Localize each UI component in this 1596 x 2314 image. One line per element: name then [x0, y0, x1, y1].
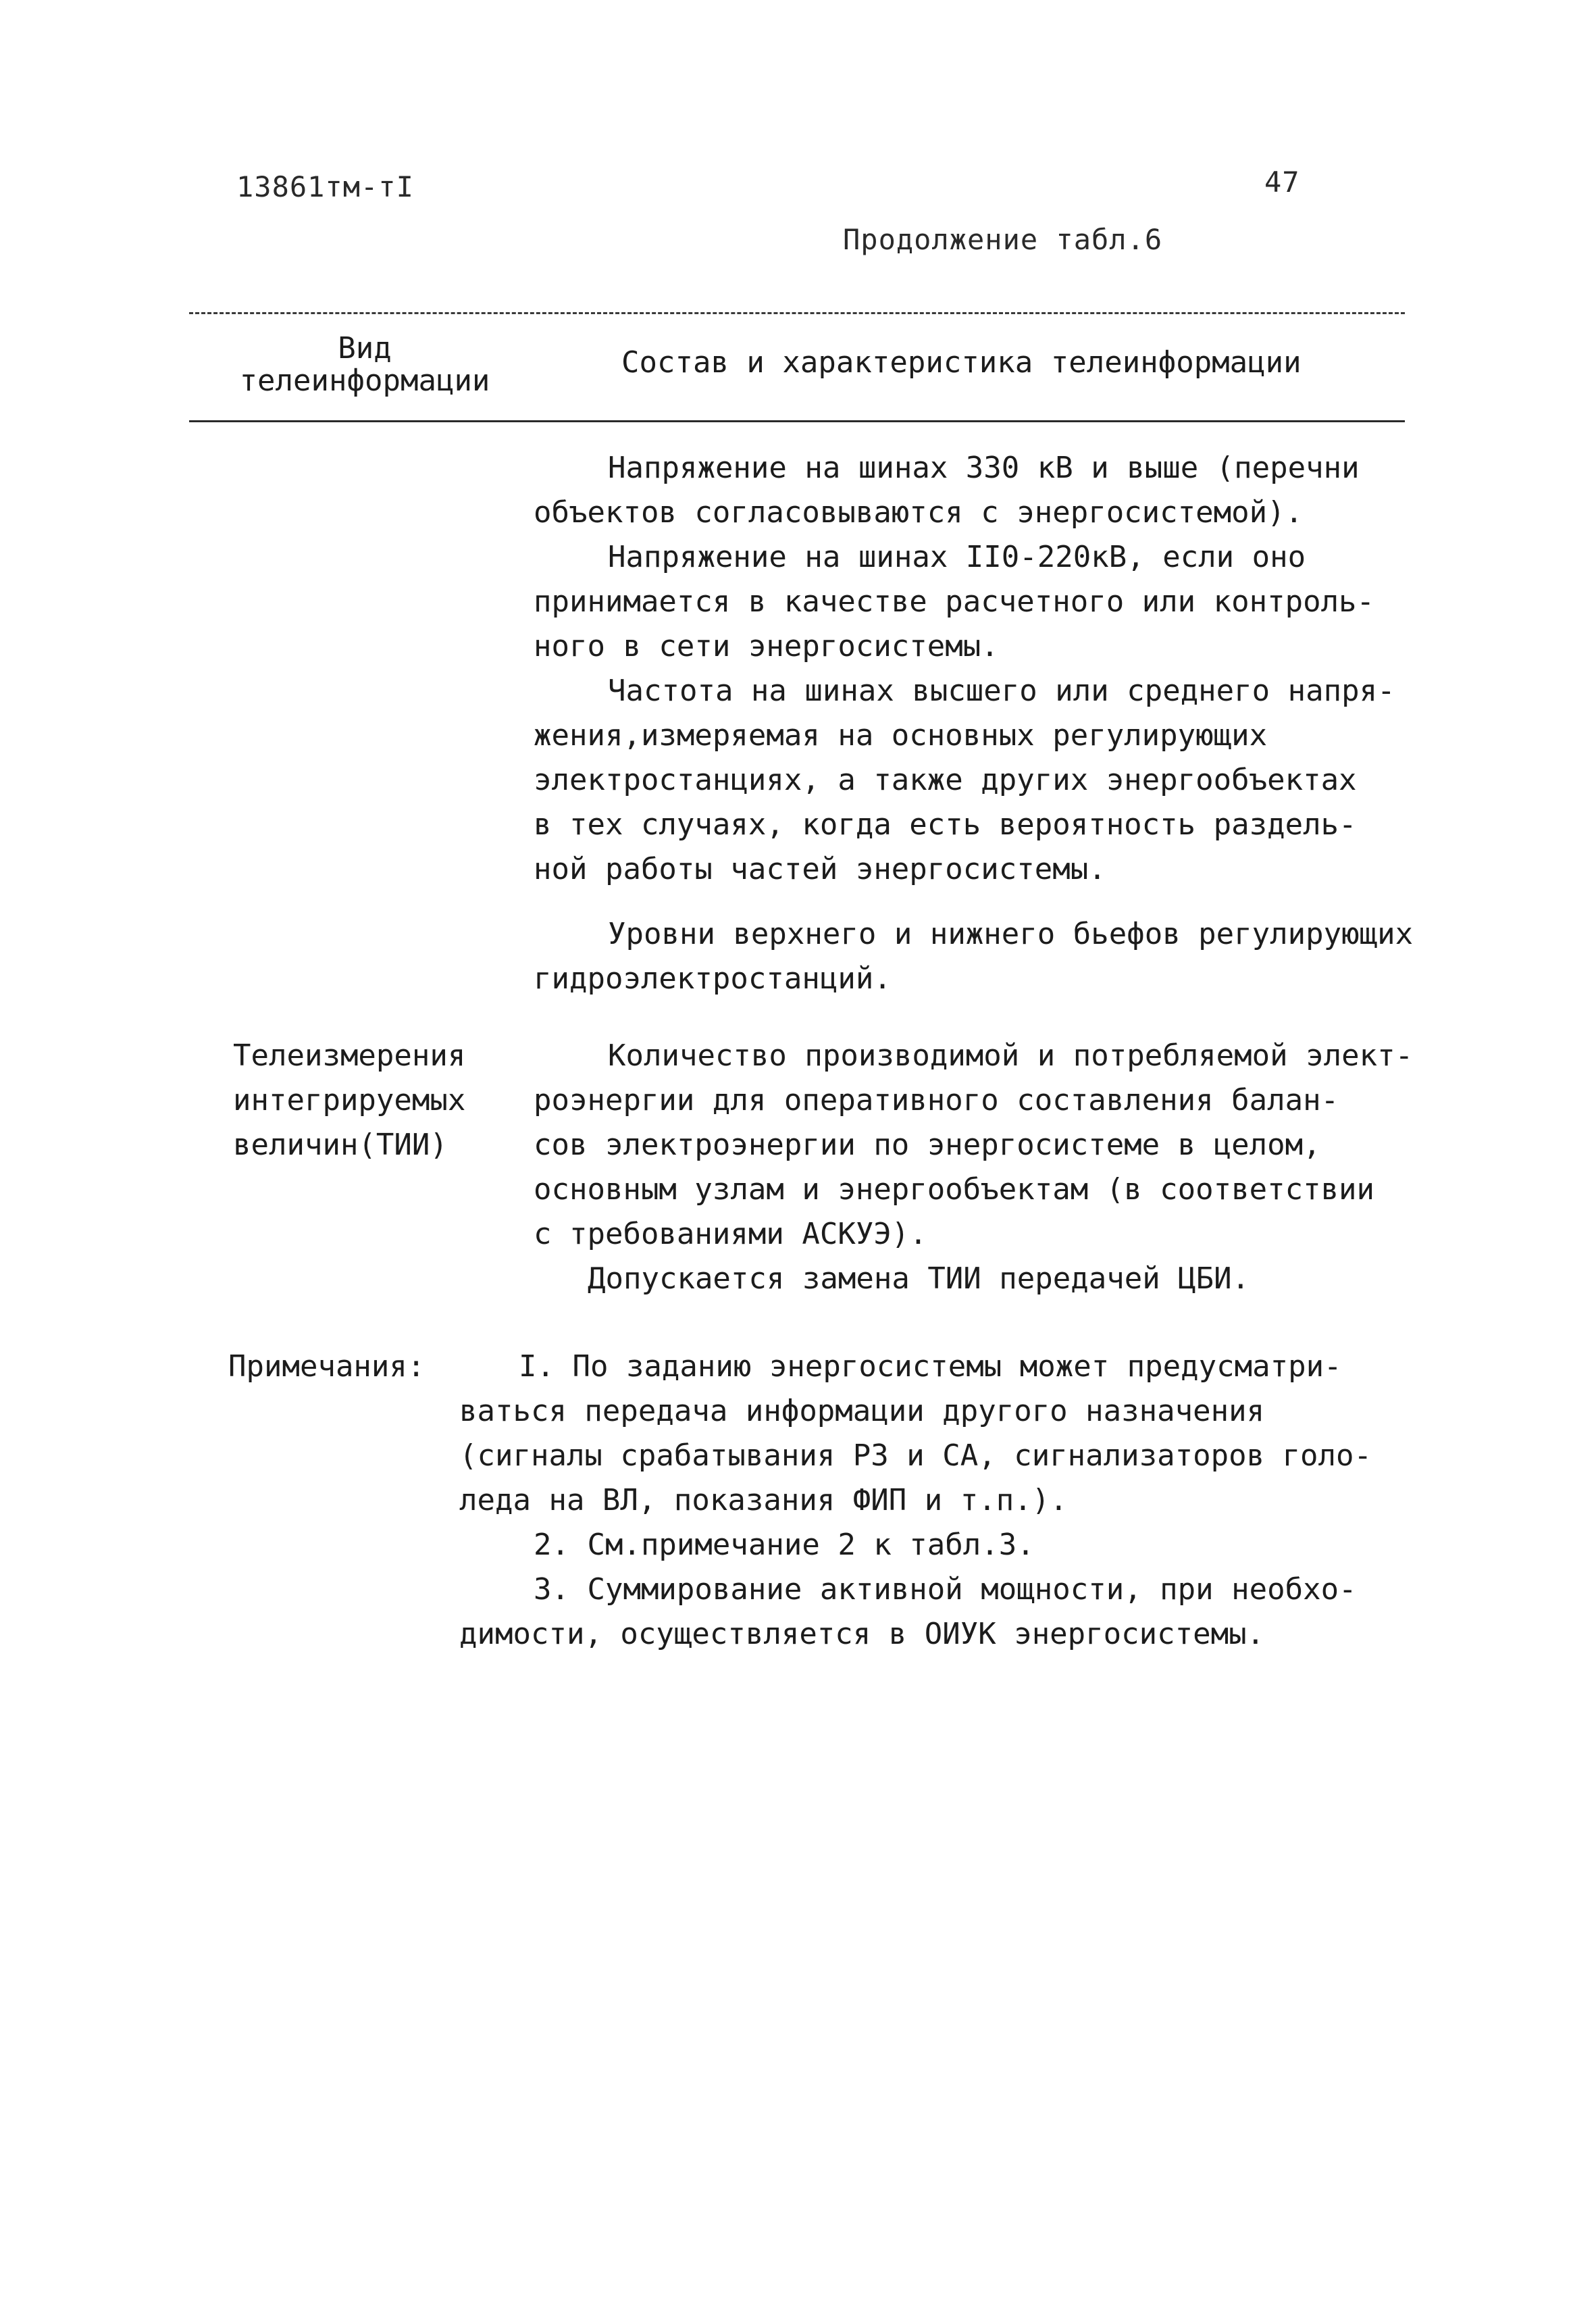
text-line: ного в сети энергосистемы. [534, 629, 999, 663]
text-line: жения,измеряемая на основных регулирующих [534, 718, 1268, 753]
text-line: основным узлам и энергообъектам (в соответствии [534, 1172, 1375, 1207]
row1-paragraph-3 [534, 669, 1395, 892]
text-line: леда на ВЛ, показания ФИП и т.п.). [459, 1483, 1068, 1517]
type-label-line: интегрируемых [233, 1083, 466, 1117]
text-line: роэнергии для оперативного составления балан- [534, 1083, 1339, 1117]
row2-type-label [233, 1034, 465, 1167]
row1-paragraph-1 [534, 446, 1360, 535]
text-line: (сигналы срабатывания РЗ и СА, сигнализаторов голо- [459, 1438, 1372, 1473]
row2-paragraph-1 [534, 1034, 1413, 1257]
row2-paragraph-2 [534, 1257, 1250, 1301]
text-line: объектов согласовываются с энергосистемой). [534, 495, 1304, 530]
document-code: 13861тм-тI [236, 170, 414, 203]
column-header-type [230, 332, 500, 397]
text-line: ваться передача информации другого назначения [459, 1394, 1265, 1428]
text-line: 2. См.примечание 2 к табл.3. [534, 1528, 1035, 1562]
column-header-type-line-2: телеинформации [239, 363, 490, 398]
text-line: димости, осуществляется в ОИУК энергосистемы. [459, 1617, 1265, 1651]
note-2 [459, 1523, 1035, 1567]
table-header-rule [189, 420, 1405, 422]
note-3 [459, 1567, 1357, 1657]
text-line: электростанциях, а также других энергообъектах [534, 763, 1357, 797]
text-line: сов электроэнергии по энергосистеме в целом, [534, 1128, 1321, 1162]
type-label-line: Телеизмерения [233, 1038, 466, 1073]
text-line: Напряжение на шинах II0-220кВ, если оно [608, 540, 1306, 574]
text-line: гидроэлектростанций. [534, 961, 892, 996]
table-top-rule [189, 312, 1405, 314]
note-1 [459, 1344, 1372, 1523]
page-number: 47 [1264, 166, 1300, 199]
text-line: в тех случаях, когда есть вероятность раздель- [534, 807, 1357, 842]
text-line: 3. Суммирование активной мощности, при необхо- [534, 1572, 1357, 1607]
text-line: с требованиями АСКУЭ). [534, 1217, 927, 1251]
text-line: Уровни верхнего и нижнего бьефов регулирующих [608, 917, 1414, 951]
column-header-content: Состав и характеристика телеинформации [621, 345, 1302, 380]
text-line: Количество производимой и потребляемой элект- [608, 1038, 1414, 1073]
table-continuation-label: Продолжение табл.6 [843, 223, 1163, 256]
text-line: Допускается замена ТИИ передачей ЦБИ. [588, 1261, 1250, 1296]
text-line: Частота на шинах высшего или среднего напря- [608, 674, 1395, 708]
notes-label: Примечания: [228, 1349, 426, 1384]
column-header-type-line-1: Вид [338, 331, 392, 366]
row1-paragraph-4 [534, 912, 1413, 1001]
text-line: принимается в качестве расчетного или контроль- [534, 584, 1375, 619]
text-line: ной работы частей энергосистемы. [534, 852, 1106, 886]
type-label-line: величин(ТИИ) [233, 1128, 448, 1162]
text-line: I. По заданию энергосистемы может предусматри- [519, 1349, 1342, 1384]
text-line: Напряжение на шинах 330 кВ и выше (перечни [608, 451, 1360, 485]
row1-paragraph-2 [534, 535, 1374, 669]
